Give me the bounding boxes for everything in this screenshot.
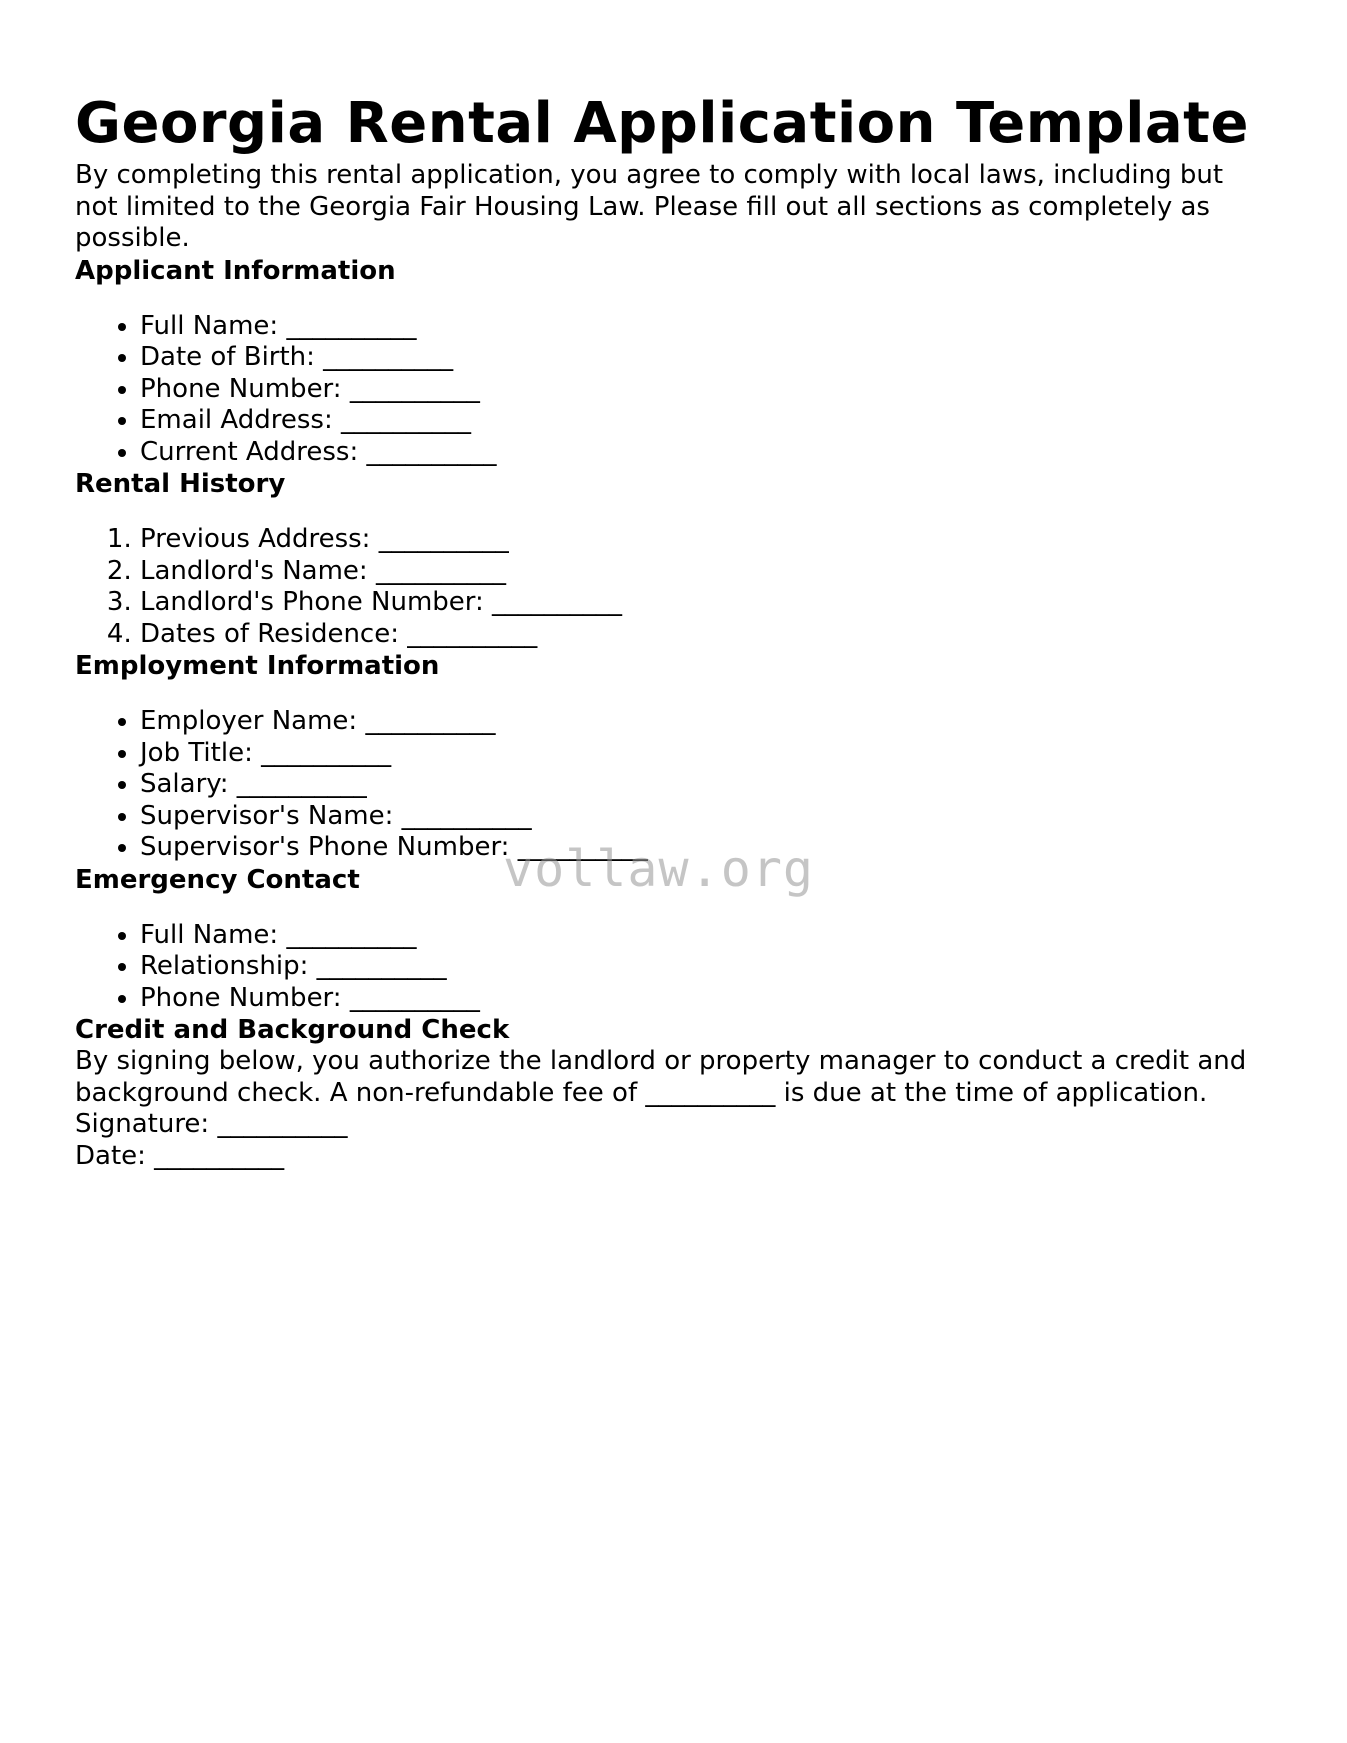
employment-salary: • Salary: __________ (140, 769, 1275, 801)
employment-supervisor-name: • Supervisor's Name: __________ (140, 801, 1275, 833)
applicant-full-name: • Full Name: __________ (140, 311, 1275, 343)
applicant-date-of-birth: • Date of Birth: __________ (140, 342, 1275, 374)
employment-list (75, 706, 1275, 864)
applicant-list (75, 311, 1275, 469)
rental-previous-address: 1. Previous Address: __________ (140, 524, 1275, 556)
emergency-relationship: • Relationship: __________ (140, 951, 1275, 983)
section-heading-credit: Credit and Background Check (75, 1015, 510, 1045)
rental-landlord-name: 2. Landlord's Name: __________ (140, 556, 1275, 588)
rental-history-list (75, 524, 1275, 650)
applicant-current-address: • Current Address: __________ (140, 437, 1275, 469)
watermark: vollaw.org (503, 840, 815, 898)
applicant-phone-number: • Phone Number: __________ (140, 374, 1275, 406)
employment-job-title: • Job Title: __________ (140, 738, 1275, 770)
emergency-full-name: • Full Name: __________ (140, 920, 1275, 952)
section-heading-rental-history: Rental History (75, 469, 286, 499)
section-heading-employment: Employment Information (75, 651, 440, 681)
emergency-list (75, 920, 1275, 1015)
employment-employer-name: • Employer Name: __________ (140, 706, 1275, 738)
credit-consent-paragraph: By signing below, you authorize the landlord or property manager to conduct a credit and background check. A non-refundable fee of __________ is due at the time of application. (75, 1046, 1247, 1108)
section-heading-applicant: Applicant Information (75, 255, 396, 286)
emergency-phone-number: • Phone Number: __________ (140, 983, 1275, 1015)
signature-line: Signature: __________ (75, 1109, 348, 1139)
page-title: Georgia Rental Application Template (75, 91, 1249, 156)
document (75, 88, 1275, 1172)
date-line: Date: __________ (75, 1140, 285, 1171)
applicant-email-address: • Email Address: __________ (140, 405, 1275, 437)
section-heading-emergency: Emergency Contact (75, 864, 360, 895)
intro-paragraph: By completing this rental application, you agree to comply with local laws, including but not limited to the Georgia Fair Housing Law. Please fill out all sections as completely as possible. (75, 160, 1224, 253)
employment-supervisor-phone: • Supervisor's Phone Number: __________ (140, 832, 1275, 864)
rental-landlord-phone: 3. Landlord's Phone Number: __________ (140, 587, 1275, 619)
rental-dates-of-residence: 4. Dates of Residence: __________ (140, 619, 1275, 651)
